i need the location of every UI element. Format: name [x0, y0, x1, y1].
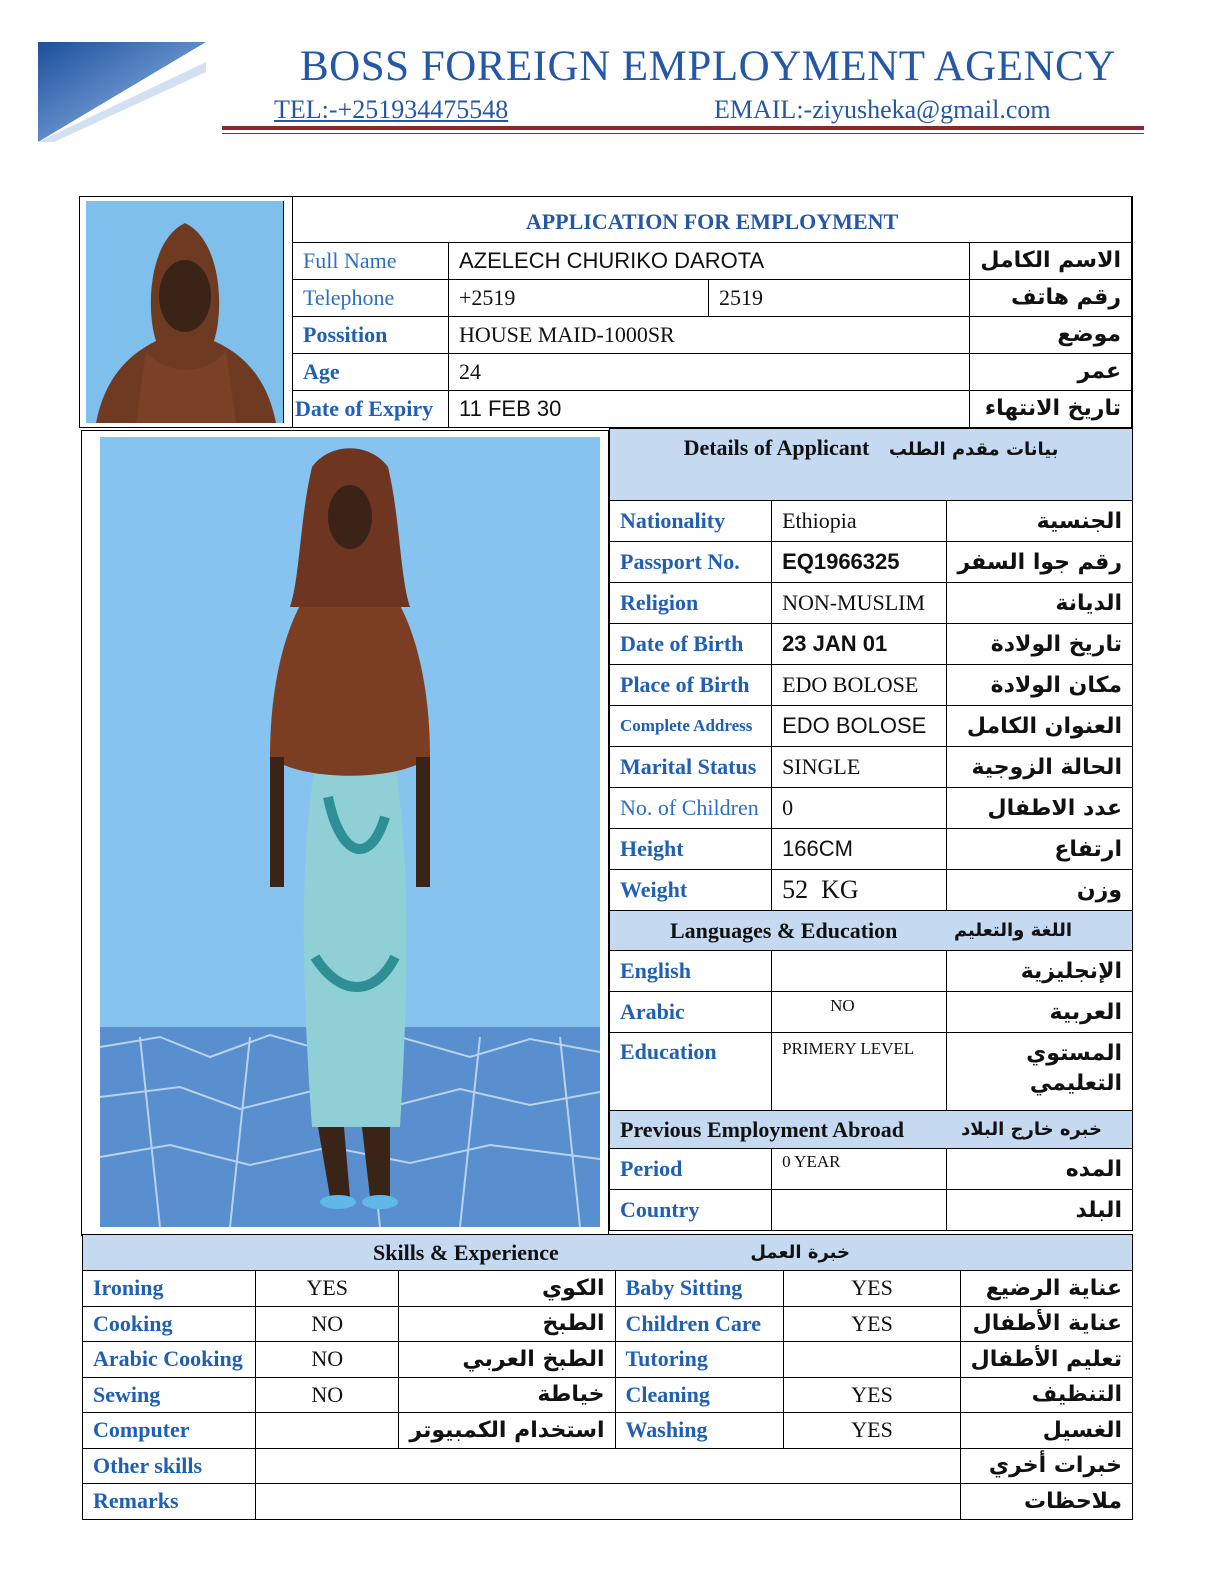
- applicant-portrait-photo: [86, 201, 284, 423]
- arabic-place-of-birth: مكان الولادة: [947, 665, 1133, 706]
- skills-row: [83, 1342, 1133, 1378]
- skill-label: Baby Sitting: [615, 1271, 784, 1307]
- label-country: Country: [610, 1190, 772, 1231]
- arabic-remarks: ملاحظات: [960, 1484, 1132, 1520]
- value-arabic: NO: [772, 992, 947, 1033]
- value-height: 166CM: [772, 829, 947, 870]
- row-place-of-birth: [610, 665, 1133, 706]
- arabic-marital-status: الحالة الزوجية: [947, 747, 1133, 788]
- arabic-height: ارتفاع: [947, 829, 1133, 870]
- row-full-name: [293, 242, 1132, 279]
- skill-label: Washing: [615, 1413, 784, 1449]
- skill-arabic: استخدام الكمبيوتر: [399, 1413, 615, 1449]
- agency-name: BOSS FOREIGN EMPLOYMENT AGENCY: [300, 43, 1116, 90]
- skill-label: Children Care: [615, 1306, 784, 1342]
- label-position: Possition: [293, 316, 449, 353]
- arabic-religion: الديانة: [947, 583, 1133, 624]
- arabic-complete-address: العنوان الكامل: [947, 706, 1133, 747]
- label-date-of-birth: Date of Birth: [610, 624, 772, 665]
- label-telephone: Telephone: [293, 279, 449, 316]
- row-no-of-children: [610, 788, 1133, 829]
- arabic-age: عمر: [970, 353, 1132, 390]
- header-rule: [222, 126, 1144, 130]
- label-arabic: Arabic: [610, 992, 772, 1033]
- skill-value: NO: [256, 1342, 399, 1378]
- label-no-of-children: No. of Children: [610, 788, 772, 829]
- arabic-nationality: الجنسية: [947, 501, 1133, 542]
- section-title-details-arabic: بيانات مقدم الطلب: [888, 439, 1059, 460]
- arabic-education: المستوي التعليمي: [947, 1033, 1133, 1111]
- skills-row: [83, 1377, 1133, 1413]
- skills-row: [83, 1413, 1133, 1449]
- skill-label: Cooking: [83, 1306, 256, 1342]
- section-previous-employment: [610, 1111, 1133, 1149]
- label-height: Height: [610, 829, 772, 870]
- value-passport-no: EQ1966325: [772, 542, 947, 583]
- arabic-telephone: رقم هاتف: [970, 279, 1132, 316]
- row-period: [610, 1149, 1133, 1190]
- section-title-languages: Languages & Education: [670, 917, 898, 943]
- application-header-block: [79, 196, 1133, 428]
- skill-value: YES: [784, 1271, 960, 1307]
- value-place-of-birth: EDO BOLOSE: [772, 665, 947, 706]
- value-other-skills: [256, 1448, 961, 1484]
- row-date-of-birth: [610, 624, 1133, 665]
- skills-experience-table: [82, 1234, 1133, 1520]
- skill-arabic: الغسيل: [960, 1413, 1132, 1449]
- skill-value: [784, 1342, 960, 1378]
- header-rule-thin: [222, 133, 1144, 134]
- label-weight: Weight: [610, 870, 772, 911]
- value-country: [772, 1190, 947, 1231]
- skill-label: Arabic Cooking: [83, 1342, 256, 1378]
- skill-value: NO: [256, 1306, 399, 1342]
- row-religion: [610, 583, 1133, 624]
- label-date-of-expiry: Date of Expiry: [293, 390, 449, 427]
- row-remarks: [83, 1484, 1133, 1520]
- skill-value: NO: [256, 1377, 399, 1413]
- value-telephone: +2519: [449, 279, 709, 316]
- arabic-arabic: العربية: [947, 992, 1133, 1033]
- section-title-previous: Previous Employment Abroad: [620, 1116, 904, 1142]
- skill-value: YES: [784, 1306, 960, 1342]
- value-english: [772, 951, 947, 992]
- row-education: [610, 1033, 1133, 1111]
- label-marital-status: Marital Status: [610, 747, 772, 788]
- section-title-languages-arabic: اللغة والتعليم: [953, 920, 1072, 941]
- row-passport-no: [610, 542, 1133, 583]
- skill-arabic: تعليم الأطفال: [960, 1342, 1132, 1378]
- section-title-details: Details of Applicant: [683, 435, 870, 460]
- arabic-date-of-birth: تاريخ الولادة: [947, 624, 1133, 665]
- skills-row: [83, 1306, 1133, 1342]
- label-place-of-birth: Place of Birth: [610, 665, 772, 706]
- skill-label: Tutoring: [615, 1342, 784, 1378]
- label-age: Age: [293, 353, 449, 390]
- row-position: [293, 316, 1132, 353]
- section-details-of-applicant: [610, 429, 1133, 501]
- value-full-name: AZELECH CHURIKO DAROTA: [449, 242, 970, 279]
- arabic-no-of-children: عدد الاطفال: [947, 788, 1133, 829]
- value-period: 0 YEAR: [772, 1149, 947, 1190]
- value-weight: 52 KG: [772, 870, 947, 911]
- row-complete-address: [610, 706, 1133, 747]
- value-position: HOUSE MAID-1000SR: [449, 316, 970, 353]
- agency-logo: [34, 38, 212, 148]
- arabic-period: المده: [947, 1149, 1133, 1190]
- label-passport-no: Passport No.: [610, 542, 772, 583]
- row-other-skills: [83, 1448, 1133, 1484]
- skill-arabic: عناية الرضيع: [960, 1271, 1132, 1307]
- arabic-date-of-expiry: تاريخ الانتهاء: [970, 390, 1132, 427]
- arabic-english: الإنجليزية: [947, 951, 1133, 992]
- skill-arabic: الطبخ العربي: [399, 1342, 615, 1378]
- applicant-full-body-photo-frame: [81, 430, 609, 1236]
- label-other-skills: Other skills: [83, 1448, 256, 1484]
- skill-label: Ironing: [83, 1271, 256, 1307]
- arabic-weight: وزن: [947, 870, 1133, 911]
- skill-arabic: الطبخ: [399, 1306, 615, 1342]
- row-english: [610, 951, 1133, 992]
- skill-arabic: خياطة: [399, 1377, 615, 1413]
- value-date-of-expiry: 11 FEB 30: [449, 390, 970, 427]
- skill-arabic: الكوي: [399, 1271, 615, 1307]
- row-weight: [610, 870, 1133, 911]
- section-languages-education: [610, 911, 1133, 951]
- label-religion: Religion: [610, 583, 772, 624]
- skill-arabic: عناية الأطفال: [960, 1306, 1132, 1342]
- applicant-details-table: [609, 428, 1133, 1231]
- arabic-country: البلد: [947, 1190, 1133, 1231]
- value-telephone-2: 2519: [709, 279, 970, 316]
- label-period: Period: [610, 1149, 772, 1190]
- skill-value: YES: [784, 1377, 960, 1413]
- row-nationality: [610, 501, 1133, 542]
- label-remarks: Remarks: [83, 1484, 256, 1520]
- section-title-skills: Skills & Experience: [373, 1239, 559, 1265]
- skills-row: [83, 1271, 1133, 1307]
- section-title-skills-arabic: خبرة العمل: [750, 1242, 850, 1263]
- arabic-position: موضع: [970, 316, 1132, 353]
- value-age: 24: [449, 353, 970, 390]
- skill-label: Sewing: [83, 1377, 256, 1413]
- skill-label: Computer: [83, 1413, 256, 1449]
- row-age: [293, 353, 1132, 390]
- label-english: English: [610, 951, 772, 992]
- arabic-full-name: الاسم الكامل: [970, 242, 1132, 279]
- label-complete-address: Complete Address: [610, 706, 772, 747]
- row-height: [610, 829, 1133, 870]
- section-skills-experience: [83, 1235, 1133, 1271]
- value-complete-address: EDO BOLOSE: [772, 706, 947, 747]
- arabic-passport-no: رقم جوا السفر: [947, 542, 1133, 583]
- value-marital-status: SINGLE: [772, 747, 947, 788]
- value-date-of-birth: 23 JAN 01: [772, 624, 947, 665]
- skill-value: YES: [784, 1413, 960, 1449]
- applicant-full-body-photo: [100, 437, 600, 1227]
- basic-info-table: [292, 197, 1132, 428]
- row-country: [610, 1190, 1133, 1231]
- skill-value: [256, 1413, 399, 1449]
- label-education: Education: [610, 1033, 772, 1111]
- label-nationality: Nationality: [610, 501, 772, 542]
- form-title: APPLICATION FOR EMPLOYMENT: [293, 197, 1132, 242]
- label-full-name: Full Name: [293, 242, 449, 279]
- row-date-of-expiry: [293, 390, 1132, 427]
- skill-value: YES: [256, 1271, 399, 1307]
- row-arabic: [610, 992, 1133, 1033]
- agency-email: EMAIL:-ziyusheka@gmail.com: [714, 95, 1051, 124]
- arabic-other-skills: خبرات أخري: [960, 1448, 1132, 1484]
- skill-label: Cleaning: [615, 1377, 784, 1413]
- value-remarks: [256, 1484, 961, 1520]
- value-religion: NON-MUSLIM: [772, 583, 947, 624]
- row-marital-status: [610, 747, 1133, 788]
- value-nationality: Ethiopia: [772, 501, 947, 542]
- section-title-previous-arabic: خبره خارج البلاد: [961, 1119, 1102, 1140]
- skill-arabic: التنظيف: [960, 1377, 1132, 1413]
- value-education: PRIMERY LEVEL: [772, 1033, 947, 1111]
- row-telephone: [293, 279, 1132, 316]
- value-no-of-children: 0: [772, 788, 947, 829]
- agency-telephone[interactable]: TEL:-+251934475548: [274, 95, 509, 124]
